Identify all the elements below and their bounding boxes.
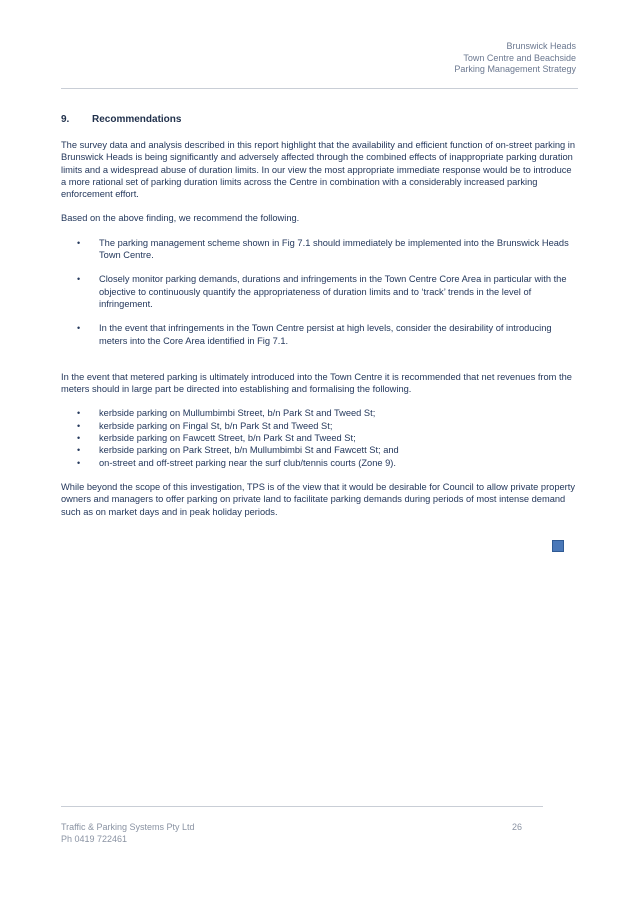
header-line-1: Brunswick Heads xyxy=(506,41,576,51)
header-divider xyxy=(61,88,578,89)
recommend-lead-paragraph: Based on the above finding, we recommend the following. xyxy=(61,213,300,224)
list-item: • on-street and off-street parking near the surf club/tennis courts (Zone 9). xyxy=(77,457,396,468)
navigation-square-icon[interactable] xyxy=(552,540,564,552)
metered-paragraph: In the event that metered parking is ultimately introduced into the Town Centre it is recommended that net revenues from the meters should in large part be directed into establishing and formalising the following. xyxy=(61,371,572,395)
recommendations-list xyxy=(61,237,577,347)
intro-paragraph: The survey data and analysis described in this report highlight that the availability and efficient function of on-street parking in Brunswick Heads is being significantly and adversely affected through the combined effects of inappropriate parking duration limits and a widespread abuse of duration limits. In our view the most appropriate immediate response would be to introduce a more rational set of parking duration limits across the Centre in combination with a considerably increased parking enforcement effort. xyxy=(61,140,576,200)
revenue-items-list xyxy=(61,407,577,468)
bullet-icon: • xyxy=(77,274,81,285)
bullet-icon: • xyxy=(77,457,81,468)
header-line-3: Parking Management Strategy xyxy=(454,64,576,74)
footer-company: Traffic & Parking Systems Pty Ltd xyxy=(61,822,195,832)
bullet-icon: • xyxy=(77,433,81,444)
document-header xyxy=(454,41,576,76)
bullet-icon: • xyxy=(77,420,81,431)
footer-company-block xyxy=(61,822,195,845)
document-body xyxy=(61,139,577,530)
closing-paragraph: While beyond the scope of this investigation, TPS is of the view that it would be desirable for Council to allow private property owners and managers to offer parking on private land to facilitate parking demands during periods of most intense demand such as on market days and in peak holiday periods. xyxy=(61,481,576,517)
section-title: Recommendations xyxy=(92,114,182,125)
list-item: • The parking management scheme shown in Fig 7.1 should immediately be implemented into the Brunswick Heads Town Centre. xyxy=(77,237,569,261)
bullet-icon: • xyxy=(77,445,81,456)
footer-divider xyxy=(61,806,543,807)
list-item: • kerbside parking on Park Street, b/n Mullumbimbi St and Fawcett St; and xyxy=(77,445,399,456)
section-number: 9. xyxy=(61,114,70,125)
list-item: • kerbside parking on Fawcett Street, b/n Park St and Tweed St; xyxy=(77,433,356,444)
bullet-icon: • xyxy=(77,408,81,419)
page-number: 26 xyxy=(512,822,523,832)
section-heading xyxy=(61,114,181,125)
footer-phone: Ph 0419 722461 xyxy=(61,833,128,844)
bullet-icon: • xyxy=(77,237,81,248)
header-line-2: Town Centre and Beachside xyxy=(463,52,576,63)
list-item: • Closely monitor parking demands, durations and infringements in the Town Centre Core Area in particular with the objective to continuously quantify the appropriateness of duration limits and to ‘track’ trends in the level of infringement. xyxy=(77,274,567,309)
list-item: • kerbside parking on Fingal St, b/n Park St and Tweed St; xyxy=(77,420,333,431)
list-item: • In the event that infringements in the Town Centre persist at high levels, consider the desirability of introducing meters into the Core Area identified in Fig 7.1. xyxy=(77,323,552,346)
list-item: • kerbside parking on Mullumbimbi Street, b/n Park St and Tweed St; xyxy=(77,408,376,419)
bullet-icon: • xyxy=(77,323,81,334)
